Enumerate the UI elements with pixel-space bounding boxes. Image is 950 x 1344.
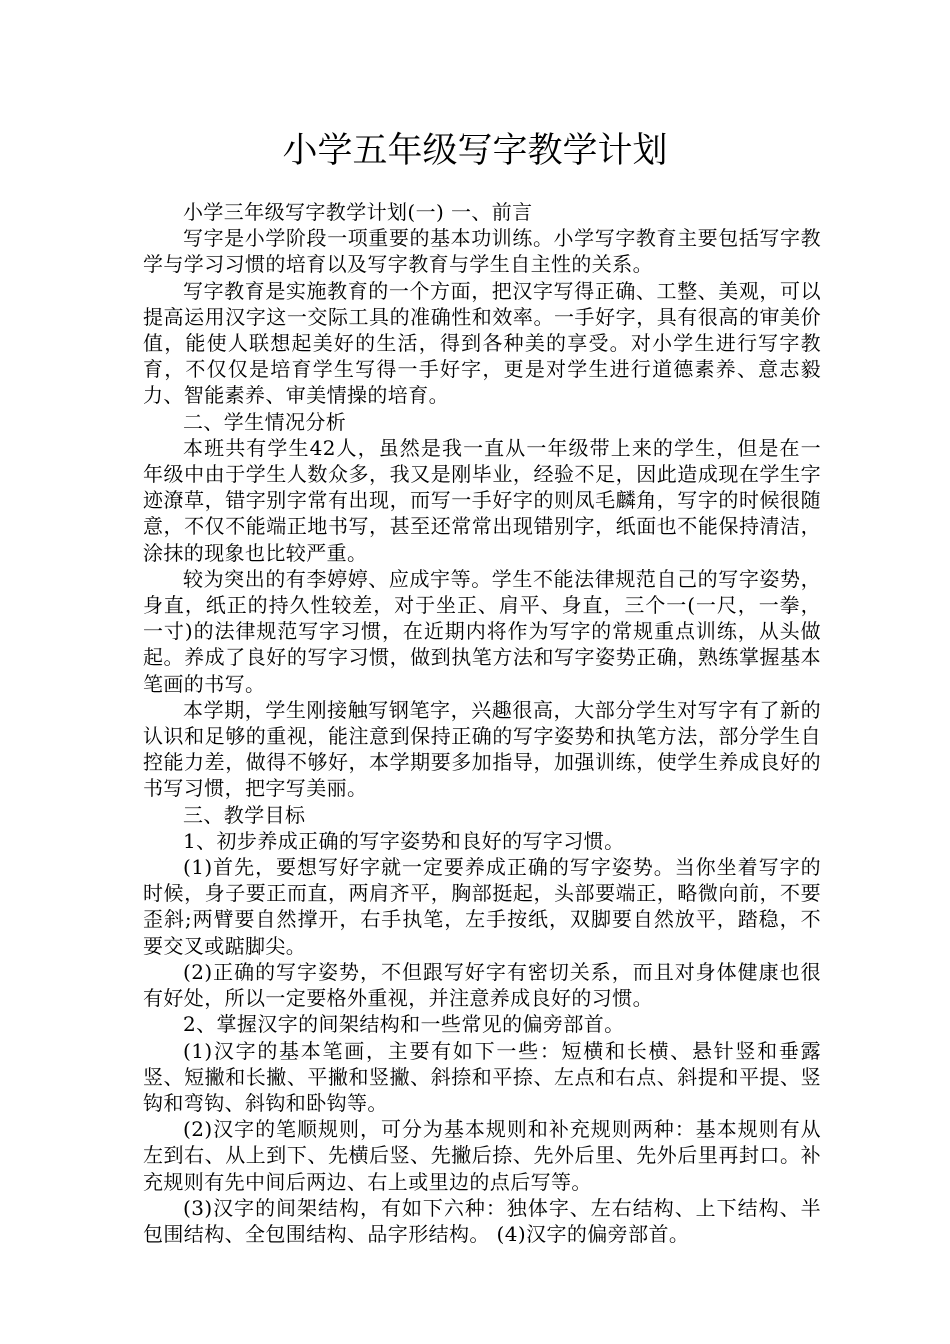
body-paragraph: (1)首先，要想写好字就一定要养成正确的写字姿势。当你坐着写字的时候，身子要正而直，两肩齐平，胸部挺起，头部要端正，略微向前，不要歪斜;两臂要自然撑开，右手执笔，左手按纸，双脚要自然放平，踏稳，不要交叉或踮脚尖。 [143, 855, 821, 958]
body-paragraph: 本班共有学生42人，虽然是我一直从一年级带上来的学生，但是在一年级中由于学生人数众多，我又是刚毕业，经验不足，因此造成现在学生字迹潦草，错字别字常有出现，而写一手好字的则凤毛麟角，写字的时候很随意，不仅不能端正地书写，甚至还常常出现错别字，纸面也不能保持清洁，涂抹的现象也比较严重。 [143, 435, 821, 565]
body-paragraph: 1、初步养成正确的写字姿势和良好的写字习惯。 [183, 828, 625, 853]
body-paragraph: (3)汉字的间架结构，有如下六种：独体字、左右结构、上下结构、半包围结构、全包围结构、品字形结构。 (4)汉字的偏旁部首。 [143, 1195, 821, 1246]
body-paragraph: 本学期，学生刚接触写钢笔字，兴趣很高，大部分学生对写字有了新的认识和足够的重视，能注意到保持正确的写字姿势和执笔方法，部分学生自控能力差，做得不够好，本学期要多加指导，加强训练，使学生养成良好的书写习惯，把字写美丽。 [143, 697, 821, 801]
body-paragraph: 2、掌握汉字的间架结构和一些常见的偏旁部首。 [183, 1012, 625, 1037]
section-heading: 二、学生情况分析 [183, 409, 347, 434]
body-paragraph: (1)汉字的基本笔画，主要有如下一些：短横和长横、悬针竖和垂露竖、短撇和长撇、平撇和竖撇、斜捺和平捺、左点和右点、斜提和平提、竖钩和弯钩、斜钩和卧钩等。 [143, 1038, 821, 1115]
body-paragraph: 较为突出的有李婷婷、应成宇等。学生不能法律规范自己的写字姿势，身直，纸正的持久性较差，对于坐正、肩平、身直，三个一(一尺，一拳，一寸)的法律规范写字习惯，在近期内将作为写字的常规重点训练，从头做起。养成了良好的写字习惯，做到执笔方法和写字姿势正确，熟练掌握基本笔画的书写。 [143, 566, 821, 696]
body-paragraph: 小学三年级写字教学计划(一) 一、前言 [183, 200, 533, 224]
body-paragraph: (2)汉字的笔顺规则，可分为基本规则和补充规则两种：基本规则有从左到右、从上到下、先横后竖、先撇后捺、先外后里、先外后里再封口。补充规则有先中间后两边、右上或里边的点后写等。 [143, 1117, 821, 1194]
body-paragraph: (2)正确的写字姿势，不但跟写好字有密切关系，而且对身体健康也很有好处，所以一定要格外重视，并注意养成良好的习惯。 [143, 959, 821, 1011]
document-body [143, 199, 821, 1247]
body-paragraph: 写字是小学阶段一项重要的基本功训练。小学写字教育主要包括写字教学与学习习惯的培育以及写字教育与学生自主性的关系。 [143, 226, 821, 277]
page-title: 小学五年级写字教学计划 [282, 131, 668, 171]
body-paragraph: 写字教育是实施教育的一个方面，把汉字写得正确、工整、美观，可以提高运用汉字这一交际工具的准确性和效率。一手好字，具有很高的审美价值，能使人联想起美好的生活，得到各种美的享受。对小学生进行写字教育，不仅仅是培育学生写得一手好字，更是对学生进行道德素养、意志毅力、智能素养、审美情操的培育。 [143, 278, 821, 408]
section-heading: 三、教学目标 [183, 802, 306, 827]
